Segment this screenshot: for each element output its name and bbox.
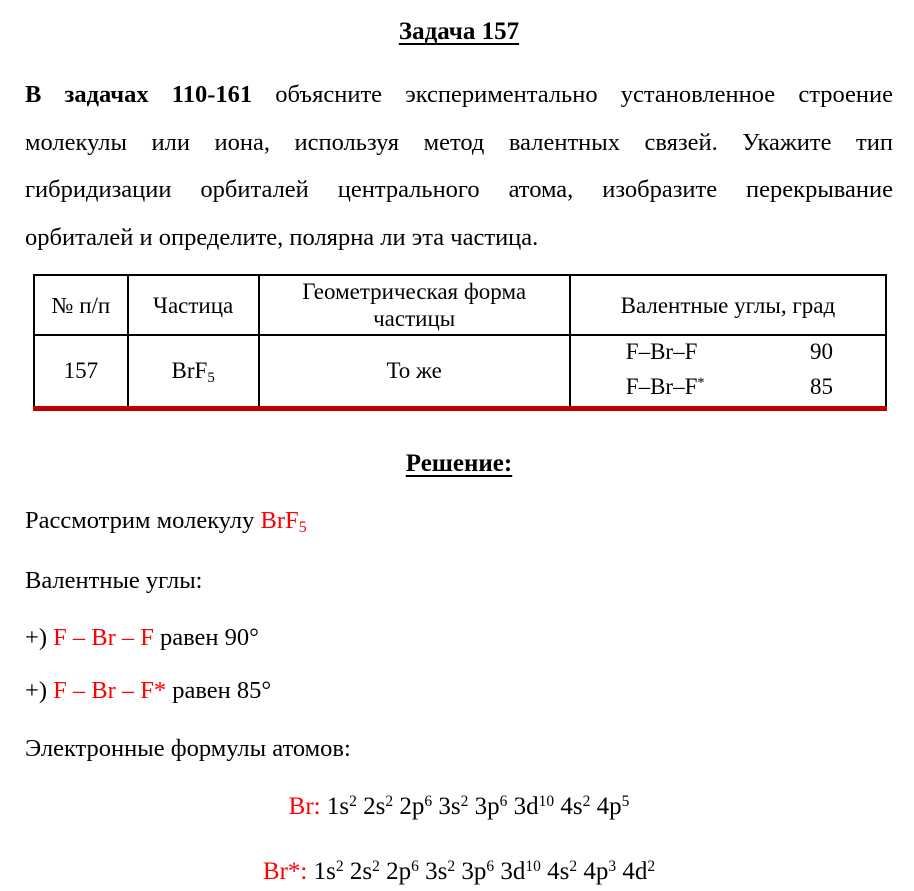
molecule-formula: BrF$_5$: [260, 507, 307, 536]
orbital-term: $4p^3$: [583, 858, 617, 885]
electron-formula: [25, 791, 893, 826]
cell-particle: [128, 335, 259, 409]
orbital-term: $4p^5$: [596, 793, 630, 820]
particle-formula: BrF: [171, 358, 208, 383]
table-header-row: [34, 275, 886, 335]
consider-prefix: Рассмотрим молекулу: [25, 507, 261, 534]
formulas-label: Электронные формулы атомов:: [25, 735, 351, 762]
page-title: Задача 157: [398, 18, 520, 45]
orbital-term: $1s^2$: [313, 858, 344, 885]
header-shape: Геометрическая форма частицы: [259, 275, 570, 335]
angles-label: Валентные углы:: [25, 567, 203, 594]
orbital-term: $2p^6$: [399, 793, 433, 820]
cell-shape: То же: [259, 335, 570, 409]
header-particle: Частица: [128, 275, 259, 335]
orbital-term: $2s^2$: [349, 858, 380, 885]
formula-label: Br:: [288, 793, 327, 820]
intro-line-3: гибридизации орбиталей центрального атома, изобразите перекрывание: [25, 176, 893, 203]
angle-line-1: +) F – Br – F равен 90°: [25, 624, 259, 651]
header-number: № п/п: [34, 275, 128, 335]
angle-value: 90: [810, 339, 833, 364]
orbital-term: $3s^2$: [425, 858, 456, 885]
intro-line-2: молекулы или иона, используя метод валентных связей. Укажите тип: [25, 128, 893, 156]
intro-line-1: [25, 71, 893, 119]
orbital-term: $3p^6$: [474, 793, 508, 820]
cell-number: 157: [34, 335, 128, 409]
intro-paragraph: [25, 71, 893, 261]
bond-label: F–Br–F: [625, 339, 698, 364]
bond-red-text: F – Br – F*: [53, 677, 167, 704]
solution-heading: Решение:: [405, 450, 513, 477]
header-angles: Валентные углы, град: [570, 275, 886, 335]
intro-line-1-rest: объясните экспериментально установленное строение: [252, 81, 893, 108]
electron-formula: [25, 856, 893, 891]
intro-line-4: орбиталей и определите, полярна ли эта частица.: [25, 223, 539, 251]
orbital-term: $3d^{10}$: [500, 858, 541, 885]
orbital-term: $3d^{10}$: [513, 793, 555, 820]
angle-row-1: [571, 336, 885, 371]
orbital-term: $2s^2$: [363, 793, 394, 820]
particle-subscript: 5: [207, 369, 215, 386]
consider-line: [25, 505, 893, 539]
orbital-term: $4s^2$: [560, 793, 591, 820]
orbital-term: $3s^2$: [438, 793, 469, 820]
table-row: [34, 335, 886, 409]
angle-row-2: [571, 371, 885, 406]
orbital-term: $4s^2$: [547, 858, 578, 885]
intro-bold-lead: В задачах 110-161: [25, 81, 253, 108]
orbital-term: $3p^6$: [461, 858, 495, 885]
formula-label: Br*:: [262, 858, 314, 885]
bond-red-text: F – Br – F: [53, 624, 154, 651]
orbital-term: $1s^2$: [326, 793, 357, 820]
orbital-term: $2p^6$: [386, 858, 419, 885]
angle-line-2: +) F – Br – F* равен 85°: [25, 677, 272, 704]
orbital-term: $4d^2$: [622, 858, 656, 885]
conditions-table: [33, 274, 887, 411]
cell-angles: [570, 335, 886, 409]
bond-label: F–Br–F*: [625, 374, 705, 399]
angle-value: 85: [810, 374, 833, 399]
